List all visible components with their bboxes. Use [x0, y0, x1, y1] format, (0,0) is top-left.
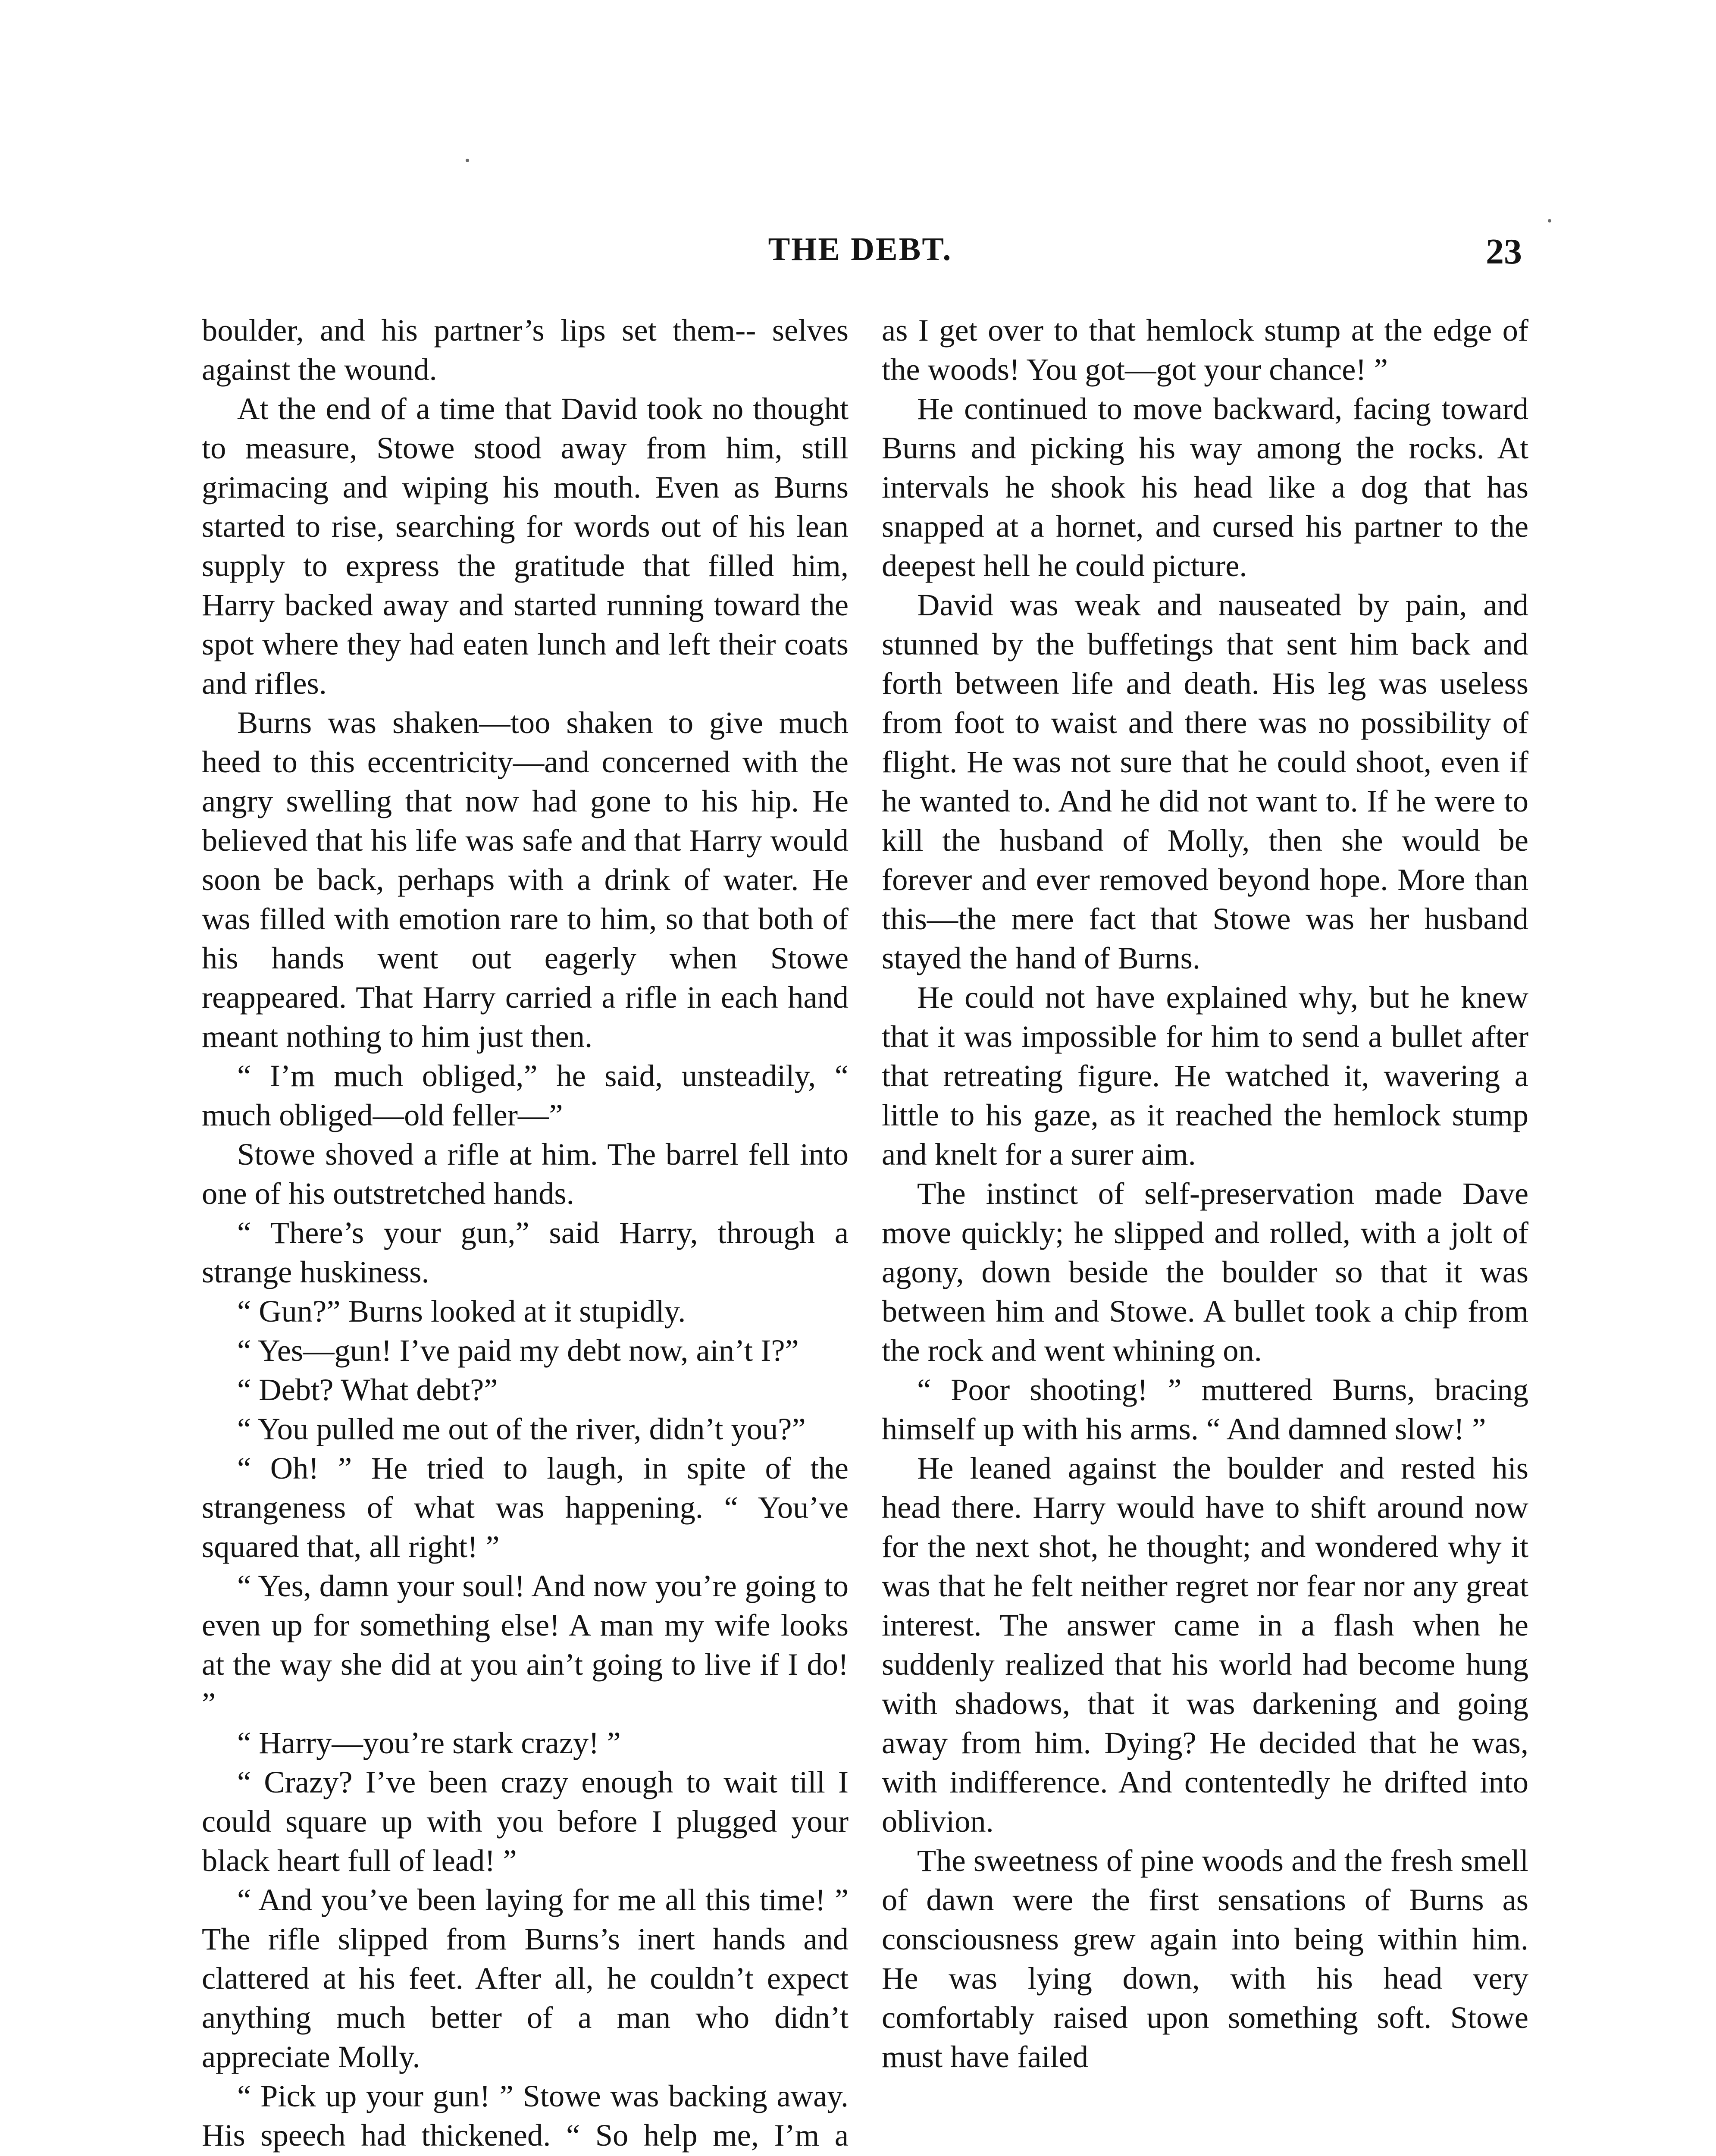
paragraph: He could not have explained why, but he knew that it was impossible for him to send a bullet after that retreating figure. He watched it, wavering a little to his gaze, as it reached the hemlock stump and knelt for a surer aim. — [882, 980, 1528, 1172]
paragraph: “ You pulled me out of the river, didn’t you?” — [237, 1411, 806, 1446]
paragraph: “ Oh! ” He tried to laugh, in spite of the strangeness of what was happening. “ You’ve squared that, all right! ” — [202, 1451, 849, 1564]
paragraph: The instinct of self-preservation made Dave move quickly; he slipped and rolled, with a jolt of agony, down beside the boulder so that it was between him and Stowe. A bullet took a chip from the rock and went whining on. — [882, 1176, 1528, 1368]
paragraph: He continued to move backward, facing toward Burns and picking his way among the rocks. At intervals he shook his head like a dog that has snapped at a hornet, and cursed his partner to the deepest hell he could picture. — [882, 391, 1528, 583]
paragraph: “ Debt? What debt?” — [237, 1372, 498, 1407]
left-column — [202, 310, 849, 2156]
paragraph: “ Gun?” Burns looked at it stupidly. — [237, 1294, 686, 1329]
paragraph: He leaned against the boulder and rested his head there. Harry would have to shift around now for the next shot, he thought; and wondered why it was that he felt neither regret nor fear nor any great interest. The answer came in a flash when he suddenly realized that his world had become hung with shadows, that it was darkening and going away from him. Dying? He decided that he was, with indifference. And contentedly he drifted into oblivion. — [882, 1451, 1528, 1839]
paragraph: At the end of a time that David took no thought to measure, Stowe stood away from him, still grimacing and wiping his mouth. Even as Burns started to rise, searching for words out of his lean supply to express the gratitude that filled him, Harry backed away and started running toward the spot where they had eaten lunch and left their coats and rifles. — [202, 391, 849, 701]
print-speck — [466, 159, 469, 162]
paragraph: “ Harry—you’re stark crazy! ” — [237, 1725, 621, 1760]
paragraph: “ Poor shooting! ” muttered Burns, bracing himself up with his arms. “ And damned slow! ” — [882, 1372, 1528, 1446]
paragraph: “ And you’ve been laying for me all this time! ” The rifle slipped from Burns’s inert hands and clattered at his feet. After all, he couldn’t expect anything much better of a man who didn’t appreciate Molly. — [202, 1882, 849, 2074]
paragraph: as I get over to that hemlock stump at the edge of the woods! You got—got your chance! ” — [882, 313, 1528, 387]
paragraph: “ Pick up your gun! ” Stowe was backing away. His speech had thickened. “ So help me, I’m a — [202, 2078, 849, 2153]
paragraph: “ There’s your gun,” said Harry, through a strange huskiness. — [202, 1215, 849, 1289]
running-head — [198, 231, 1522, 278]
paragraph: “ I’m much obliged,” he said, unsteadily, “ much obliged—old feller—” — [202, 1058, 849, 1132]
right-column — [882, 310, 1528, 2076]
paragraph: “ Yes, damn your soul! And now you’re going to even up for something else! A man my wife looks at the way she did at you ain’t going to live if I do! ” — [202, 1568, 849, 1721]
running-title: THE DEBT. — [768, 231, 952, 267]
paragraph: “ Crazy? I’ve been crazy enough to wait till I could square up with you before I plugged your black heart full of lead! ” — [202, 1764, 849, 1878]
paragraph: David was weak and nauseated by pain, and stunned by the buffetings that sent him back and forth between life and death. His leg was useless from foot to waist and there was no possibility of flight. He was not sure that he could shoot, even if he wanted to. And he did not want to. If he were to kill the husband of Molly, then she would be forever and ever removed beyond hope. More than this—the mere fact that Stowe was her husband stayed the hand of Burns. — [882, 587, 1528, 975]
paragraph: Stowe shoved a rifle at him. The barrel fell into one of his outstretched hands. — [202, 1137, 849, 1211]
paragraph: Burns was shaken—too shaken to give much heed to this eccentricity—and concerned with the angry swelling that now had gone to his hip. He believed that his life was safe and that Harry would soon be back, perhaps with a drink of water. He was filled with emotion rare to him, so that both of his hands went out eagerly when Stowe reappeared. That Harry carried a rifle in each hand meant nothing to him just then. — [202, 705, 849, 1054]
paragraph: boulder, and his partner’s lips set them-- selves against the wound. — [202, 313, 849, 387]
page-number: 23 — [1486, 232, 1522, 272]
print-speck — [1548, 219, 1551, 222]
paragraph: The sweetness of pine woods and the fresh smell of dawn were the first sensations of Burns as consciousness grew again into being within him. He was lying down, with his head very comfortably raised upon something soft. Stowe must have failed — [882, 1843, 1528, 2074]
paragraph: “ Yes—gun! I’ve paid my debt now, ain’t I?” — [237, 1333, 799, 1368]
